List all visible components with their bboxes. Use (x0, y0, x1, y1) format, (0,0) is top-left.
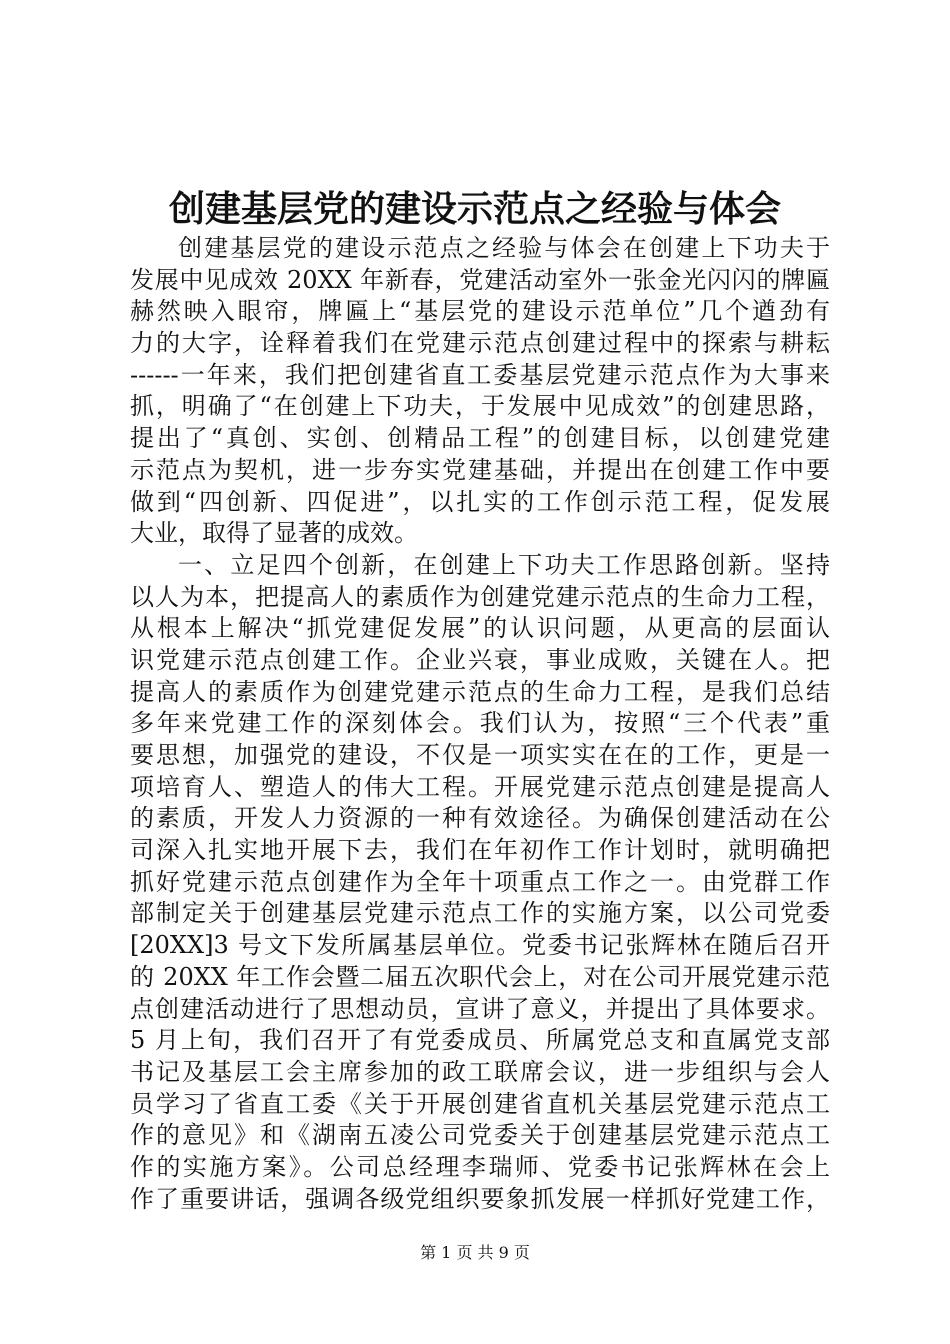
text-line: 提高人的素质作为创建党建示范点的生命力工程，是我们总结 (130, 677, 830, 706)
text-line: 的素质，开发人力资源的一种有效途径。为确保创建活动在公 (130, 804, 830, 833)
text-line: 员学习了省直工委《关于开展创建省直机关基层党建示范点工 (130, 1089, 830, 1118)
text-line: 的 20XX 年工作会暨二届五次职代会上，对在公司开展党建示范 (130, 962, 830, 991)
text-line: 从根本上解决“抓党建促发展”的认识问题，从更高的层面认 (130, 614, 830, 643)
text-line: 要思想，加强党的建设，不仅是一项实实在在的工作，更是一 (130, 741, 830, 769)
text-line: 示范点为契机，进一步夯实党建基础，并提出在创建工作中要 (130, 455, 830, 484)
text-line: 识党建示范点创建工作。企业兴衰，事业成败，关键在人。把 (130, 645, 830, 674)
document-title: 创建基层党的建设示范点之经验与体会 (168, 188, 781, 230)
text-line: 作的意见》和《湖南五凌公司党委关于创建基层党建示范点工 (130, 1121, 830, 1150)
text-line: 项培育人、塑造人的伟大工程。开展党建示范点创建是提高人 (130, 772, 830, 801)
text-line: 赫然映入眼帘，牌匾上“基层党的建设示范单位”几个遒劲有 (130, 297, 830, 326)
text-line: 作了重要讲话，强调各级党组织要象抓发展一样抓好党建工作， (130, 1184, 830, 1213)
text-line: 作的实施方案》。公司总经理李瑞师、党委书记张辉林在会上 (130, 1152, 830, 1181)
text-line: 多年来党建工作的深刻体会。我们认为，按照“三个代表”重 (130, 709, 830, 738)
text-line: 抓好党建示范点创建作为全年十项重点工作之一。由党群工作 (130, 867, 830, 896)
text-line: 司深入扎实地开展下去，我们在年初作工作计划时，就明确把 (130, 836, 830, 865)
text-line: 提出了“真创、实创、创精品工程”的创建目标，以创建党建 (130, 424, 830, 453)
text-line: 抓，明确了“在创建上下功夫，于发展中见成效”的创建思路， (130, 392, 830, 421)
document-body (130, 233, 830, 1215)
text-line: 力的大字，诠释着我们在党建示范点创建过程中的探索与耕耘 (130, 329, 830, 358)
text-line: 做到“四创新、四促进”，以扎实的工作创示范工程，促发展 (130, 487, 830, 516)
text-line: 大业，取得了显著的成效。 (130, 519, 418, 548)
text-line: 一、立足四个创新，在创建上下功夫工作思路创新。坚持 (178, 550, 830, 579)
text-line: 部制定关于创建基层党建示范点工作的实施方案，以公司党委 (130, 899, 830, 928)
text-line: 5 月上旬，我们召开了有党委成员、所属党总支和直属党支部 (130, 1026, 830, 1055)
text-line: ------一年来，我们把创建省直工委基层党建示范点作为大事来 (130, 360, 830, 389)
text-line: 书记及基层工会主席参加的政工联席会议，进一步组织与会人 (130, 1057, 830, 1086)
text-line: [20XX]3 号文下发所属基层单位。党委书记张辉林在随后召开 (130, 931, 830, 960)
text-line: 点创建活动进行了思想动员，宣讲了意义，并提出了具体要求。 (130, 994, 830, 1023)
text-line: 创建基层党的建设示范点之经验与体会在创建上下功夫于 (178, 234, 830, 262)
page-footer: 第 1 页 共 9 页 (420, 1243, 530, 1262)
text-line: 以人为本，把提高人的素质作为创建党建示范点的生命力工程， (130, 582, 830, 611)
text-line: 发展中见成效 20XX 年新春，党建活动室外一张金光闪闪的牌匾 (130, 265, 830, 294)
